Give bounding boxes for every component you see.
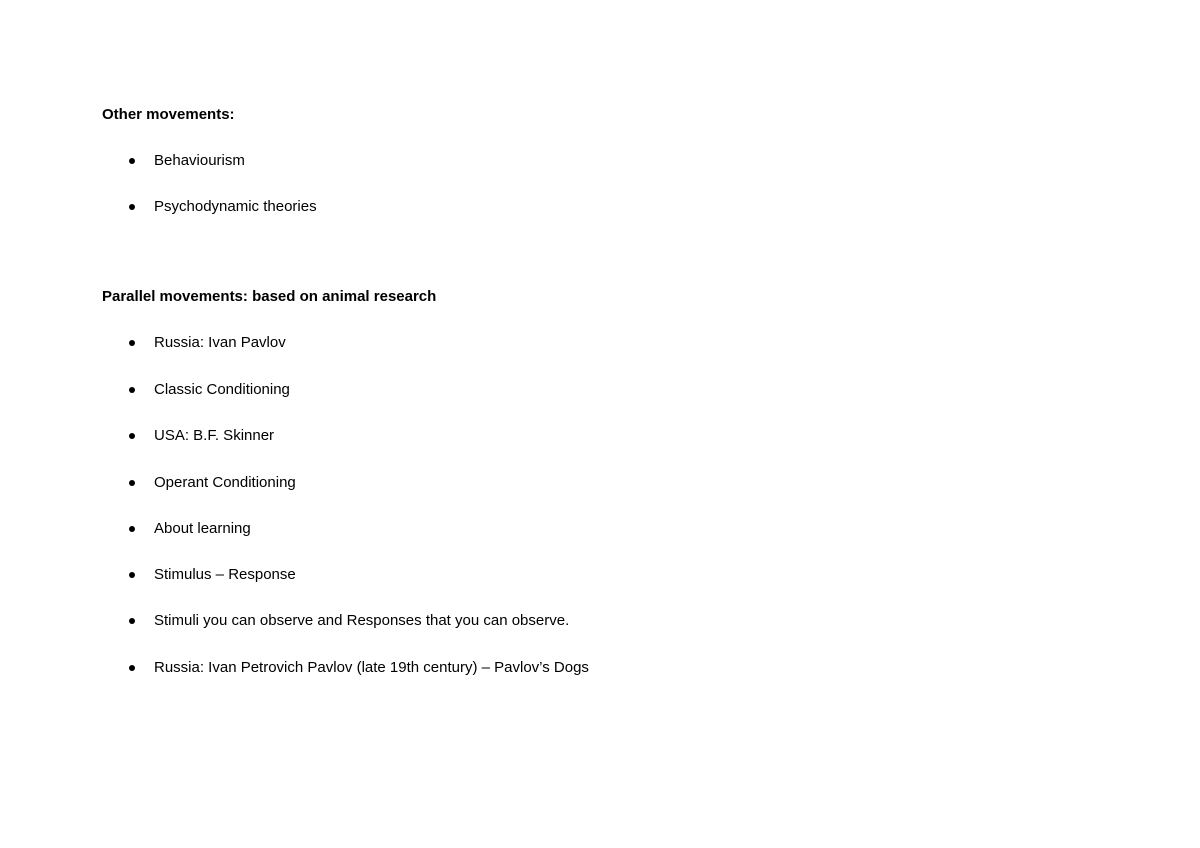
bullet-icon (129, 665, 135, 671)
list-item-text: Psychodynamic theories (154, 198, 317, 215)
bullet-icon (129, 433, 135, 439)
list-item-text: Russia: Ivan Pavlov (154, 334, 286, 351)
bullet-icon (129, 158, 135, 164)
list-item-text: Stimulus – Response (154, 566, 296, 583)
bullet-icon (129, 480, 135, 486)
section-heading-other-movements: Other movements: (102, 106, 235, 123)
bullet-icon (129, 340, 135, 346)
bullet-icon (129, 204, 135, 210)
list-item-text: Stimuli you can observe and Responses that you can observe. (154, 612, 570, 629)
section-heading-parallel-movements: Parallel movements: based on animal research (102, 288, 437, 305)
bullet-icon (129, 618, 135, 624)
list-item-text: Operant Conditioning (154, 474, 296, 491)
list-item-text: Classic Conditioning (154, 381, 290, 398)
bullet-icon (129, 387, 135, 393)
list-item-text: USA: B.F. Skinner (154, 427, 275, 444)
list-item-text: About learning (154, 520, 251, 537)
list-item-text: Russia: Ivan Petrovich Pavlov (late 19th century) – Pavlov’s Dogs (154, 659, 589, 676)
bullet-icon (129, 572, 135, 578)
list-item-text: Behaviourism (154, 152, 245, 169)
bullet-icon (129, 526, 135, 532)
